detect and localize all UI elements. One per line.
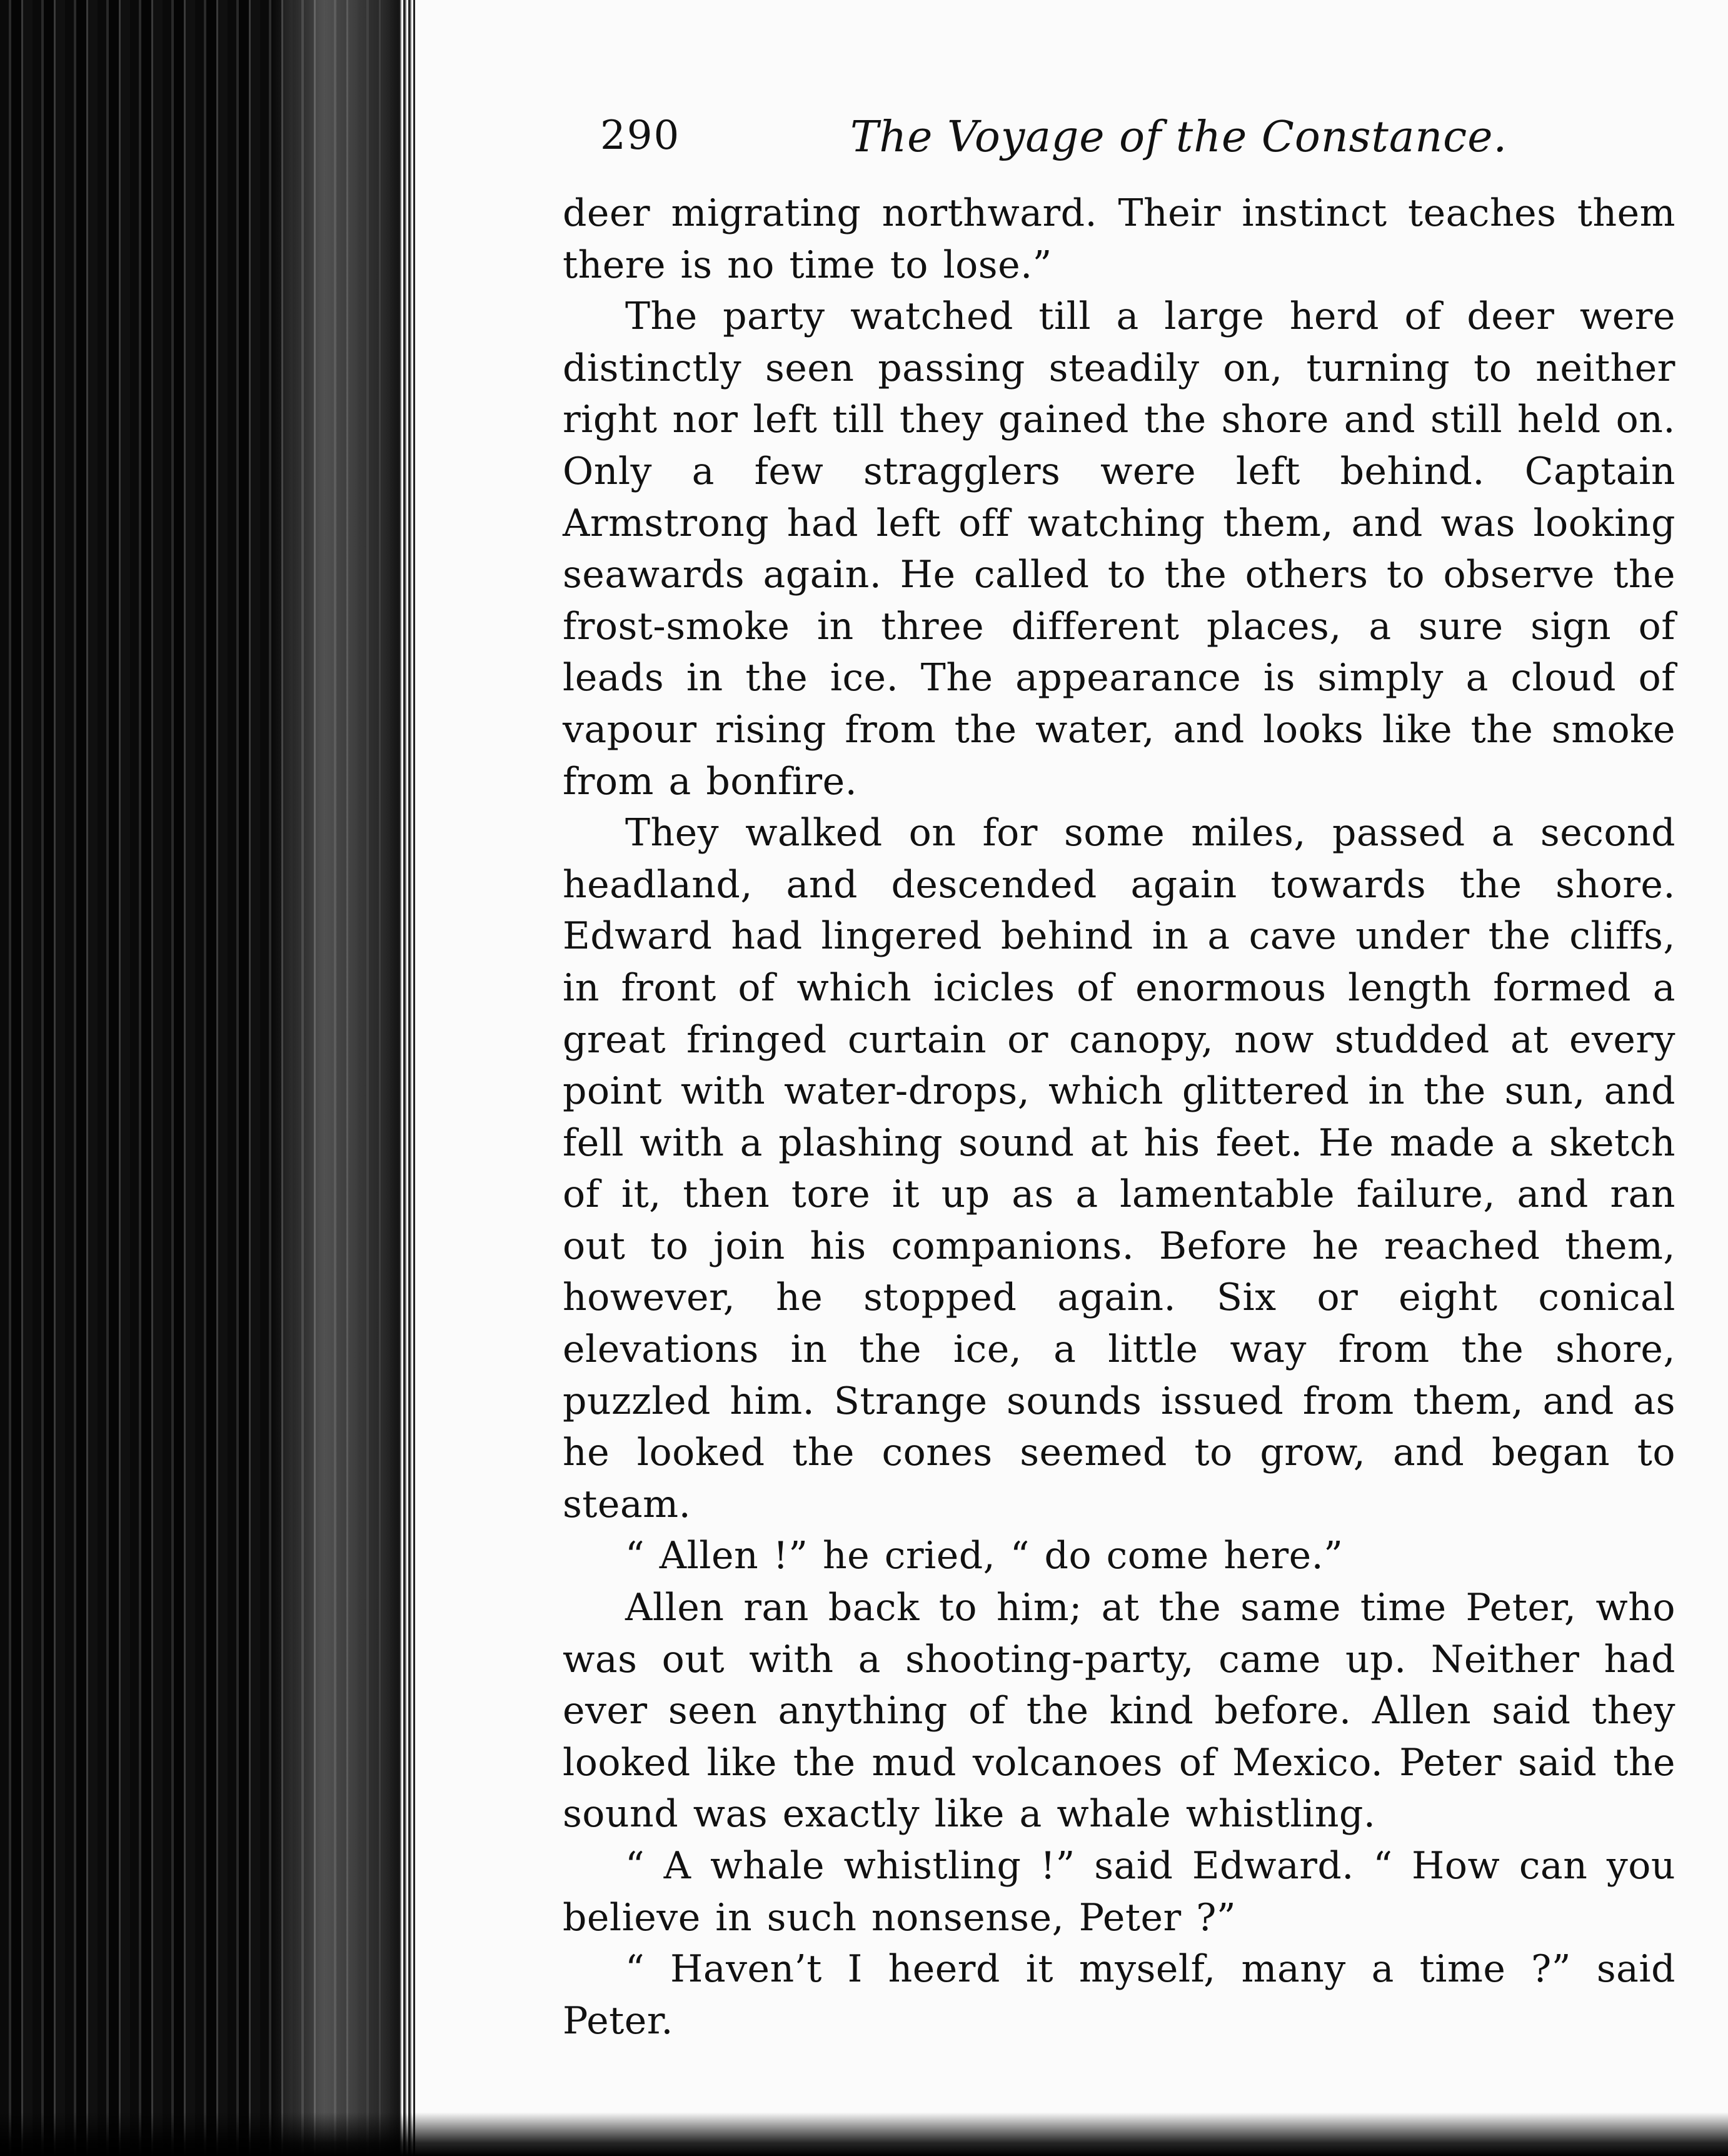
gutter-shadow bbox=[269, 0, 413, 2156]
page-edge-line bbox=[400, 0, 415, 2156]
bottom-edge-shadow bbox=[0, 2112, 1728, 2156]
paragraph-edward-cry: “ Allen !” he cried, “ do come here.” bbox=[625, 1534, 1344, 1578]
paragraph-allen-peter: Allen ran back to him; at the same time Peter, who was out with a shooting-party, came up. Neither had ever seen anything of the kind before. Allen said they looked like the mud volcanoes of Mexico. Peter said the sound was exactly like a whale whistling. bbox=[563, 1586, 1675, 1836]
paragraph-cave-icicles: They walked on for some miles, passed a second headland, and descended again towards the shore. Edward had lingered behind in a cave under the cliffs, in front of which icicles of enormous length formed a great fringed curtain or canopy, now studded at every point with water-drops, which glittered in the sun, and fell with a plashing sound at his feet. He made a sketch of it, then tore it up as a lamentable failure, and ran out to join his companions. Before he reached them, however, he stopped again. Six or eight conical elevations in the ice, a little way from the shore, puzzled him. Strange sounds issued from them, and as he looked the cones seemed to grow, and began to steam. bbox=[563, 811, 1675, 1526]
running-title: The Voyage of the Constance. bbox=[850, 113, 1508, 162]
paragraph-whale-whistling: “ A whale whistling !” said Edward. “ How can you believe in such nonsense, Peter ?” bbox=[563, 1844, 1675, 1940]
page-content bbox=[563, 100, 1675, 2047]
running-head bbox=[563, 100, 1675, 188]
paragraph-peter-reply: “ Haven’t I heerd it myself, many a time ?” said Peter. bbox=[563, 1947, 1675, 2043]
page-number: 290 bbox=[600, 113, 681, 159]
paragraph-deer-herd: The party watched till a large herd of deer were distinctly seen passing steadily on, turning to neither right nor left till they gained the shore and still held on. Only a few stragglers were left behind. Captain Armstrong had left off watching them, and was looking seawards again. He called to the others to observe the frost-smoke in three different places, a sure sign of leads in the ice. The appearance is simply a cloud of vapour rising from the water, and looks like the smoke from a bonfire. bbox=[563, 295, 1675, 803]
paragraph-continuation: deer migrating northward. Their instinct teaches them there is no time to lose.” bbox=[563, 191, 1675, 287]
